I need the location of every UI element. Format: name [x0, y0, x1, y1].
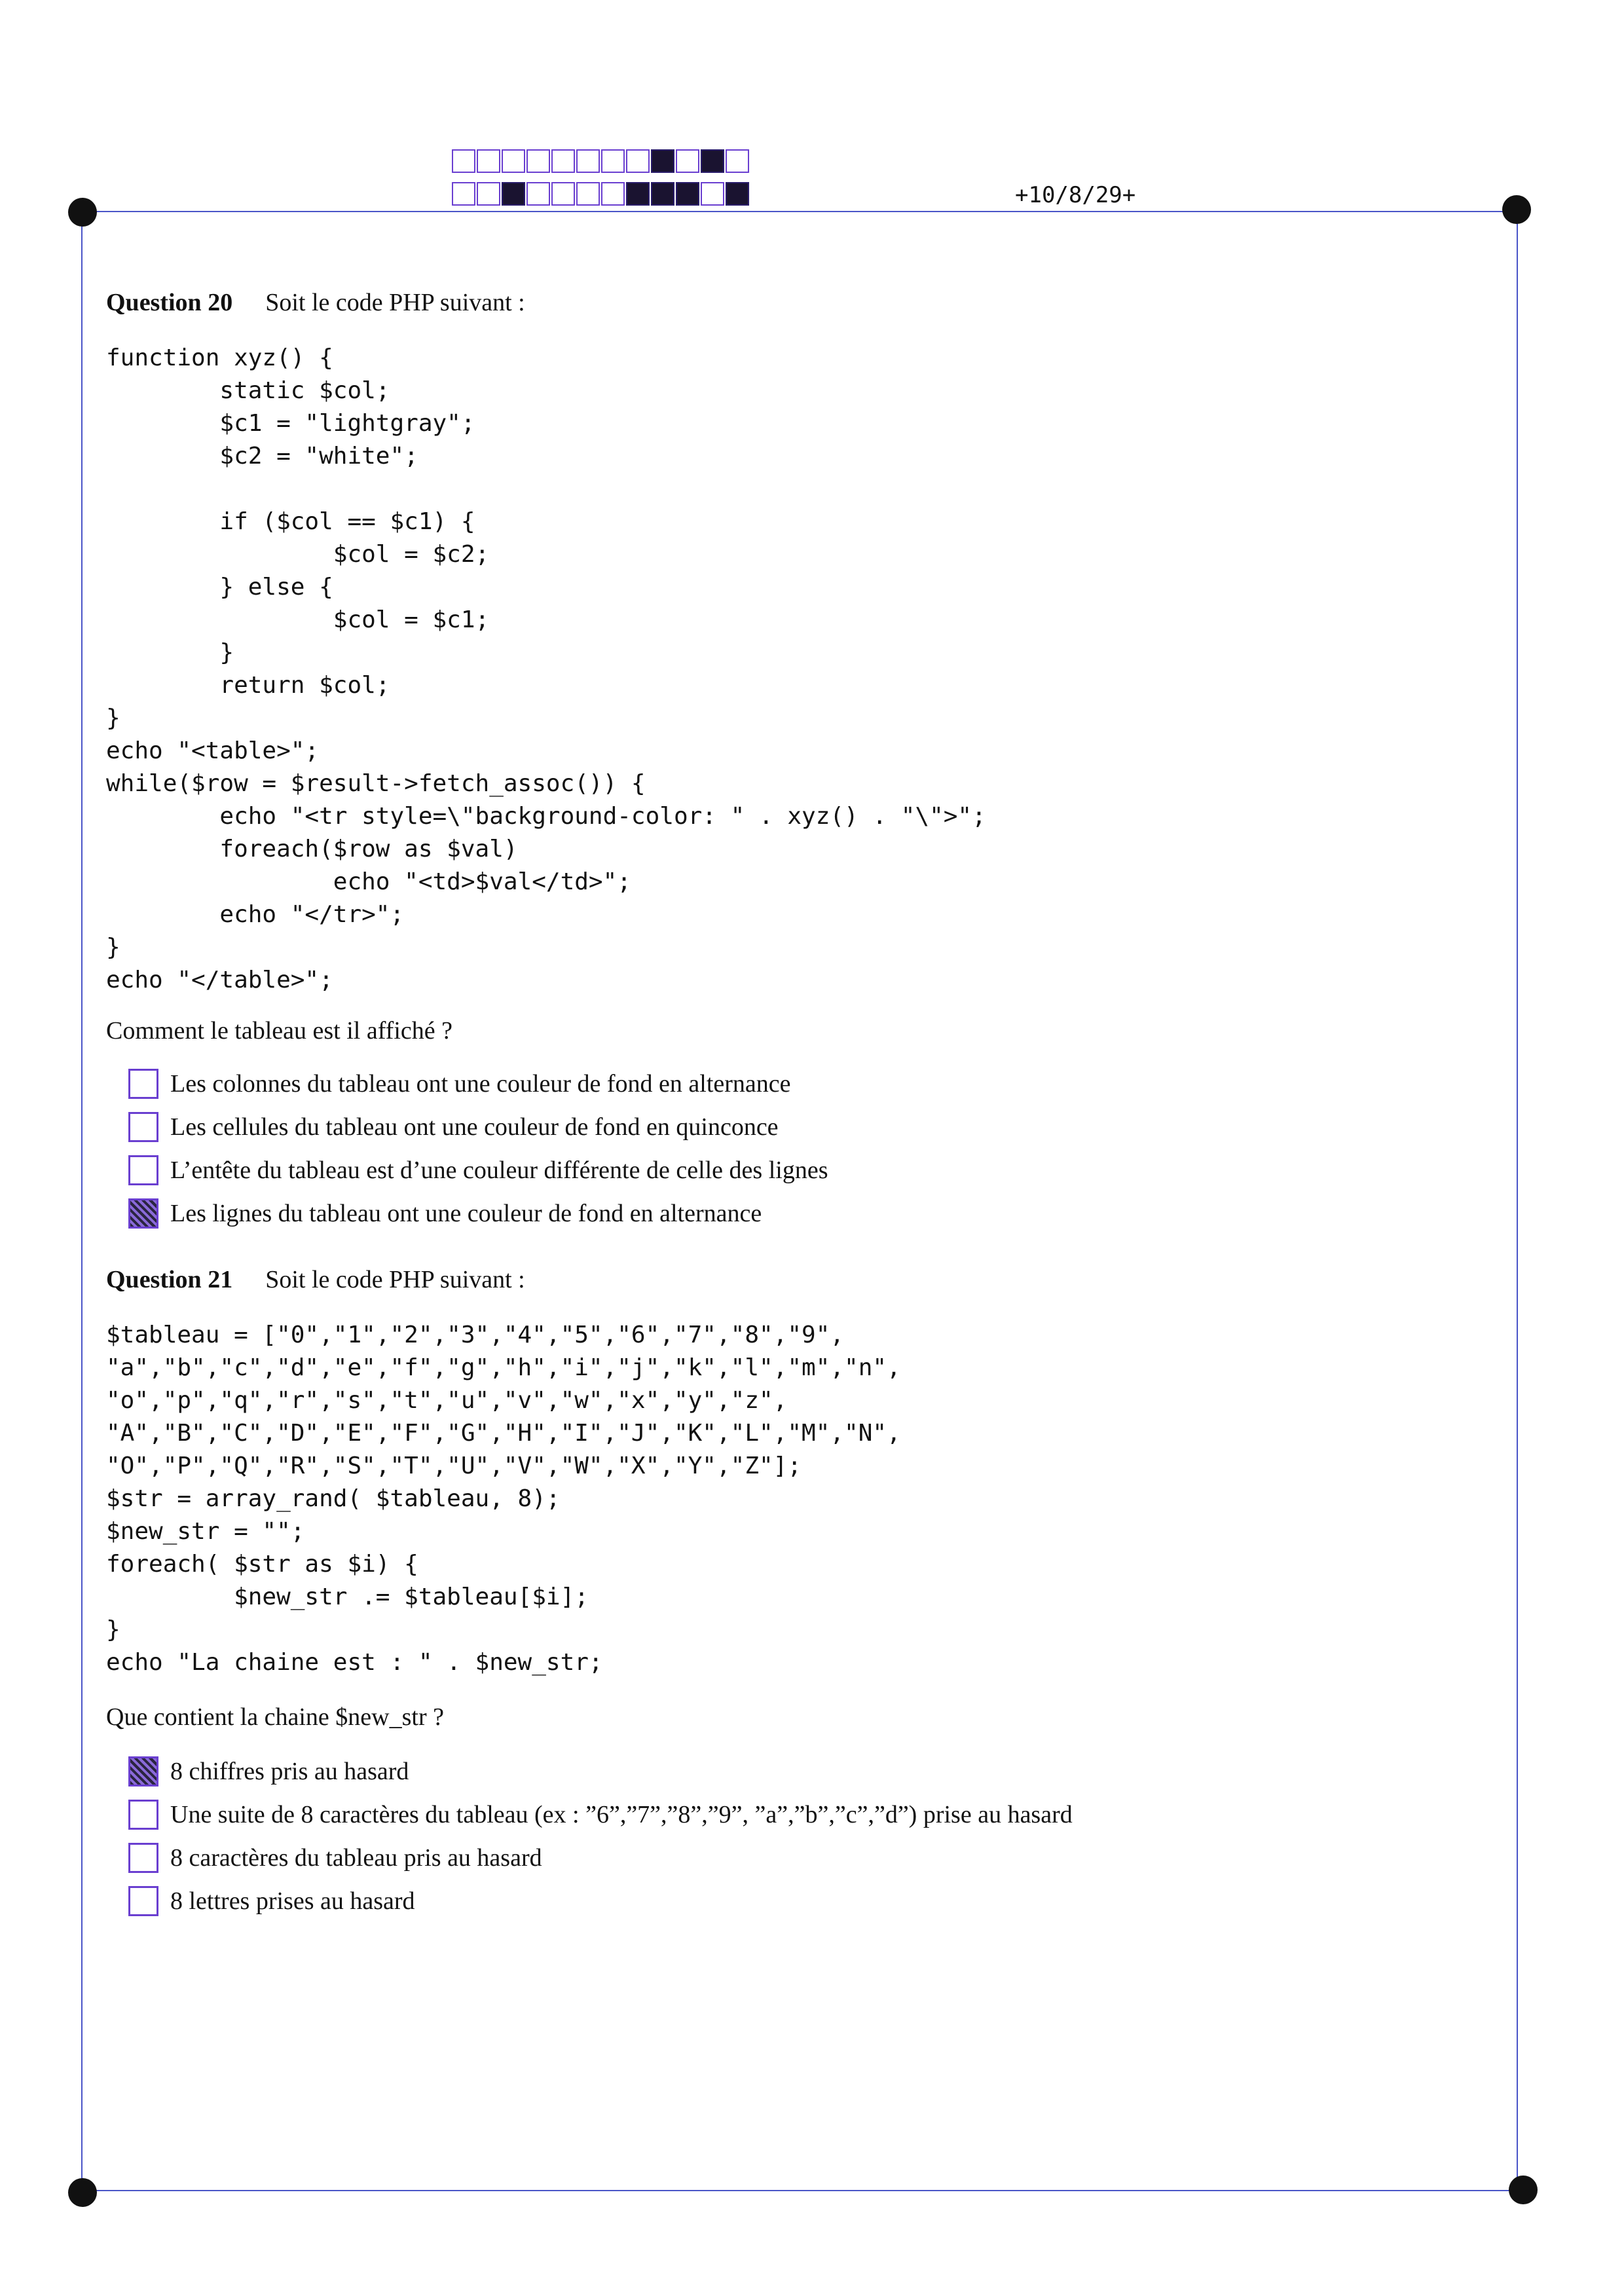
answer-option[interactable] [128, 1886, 415, 1916]
answer-option[interactable] [128, 1155, 828, 1185]
question-label: Question 20 [106, 289, 233, 316]
question-21-code: $tableau = ["0","1","2","3","4","5","6","7","8","9", "a","b","c","d","e","f","g","h","i","j","k","l","m","n", "o","p","q","r","s","t","u","v","w","x","y","z", "A","B","C","D","E","F","G","H","I","J","K","L","M","N", "O","P","Q","R","S","T","U","V","W","X","Y","Z"]; $str = array_rand( $tableau, 8); $new_str = ""; foreach( $str as $i) { $new_str .= $tableau[$i]; } echo "La chaine est : " . $new_str; [106, 1322, 901, 1676]
code-bar-cell [551, 149, 575, 173]
answer-label: 8 lettres prises au hasard [170, 1887, 415, 1915]
code-bar-cell [726, 149, 749, 173]
answer-label: 8 caractères du tableau pris au hasard [170, 1844, 542, 1872]
code-bar-cell [502, 182, 525, 206]
answer-checkbox[interactable] [128, 1155, 158, 1185]
code-bar-cell [726, 182, 749, 206]
answer-checkbox[interactable] [128, 1756, 158, 1787]
code-bar-cell [701, 182, 724, 206]
code-bar-cell [452, 182, 475, 206]
question-label: Question 21 [106, 1266, 233, 1293]
code-bar-cell [576, 182, 600, 206]
code-bar-cell [676, 182, 699, 206]
corner-marker-top-left [68, 198, 97, 227]
code-bar-cell [477, 182, 500, 206]
code-bar-cell [651, 182, 674, 206]
answer-checkbox[interactable] [128, 1886, 158, 1916]
frame-left-line [81, 211, 83, 2191]
answer-option[interactable] [128, 1800, 1073, 1830]
frame-right-line [1517, 211, 1518, 2191]
code-bar-cell [526, 149, 550, 173]
answer-label: Les cellules du tableau ont une couleur de fond en quinconce [170, 1113, 779, 1141]
code-bar-cell [526, 182, 550, 206]
answer-option[interactable] [128, 1756, 409, 1787]
answer-checkbox[interactable] [128, 1069, 158, 1099]
question-21-prompt: Que contient la chaine $new_str ? [106, 1703, 444, 1731]
answer-label: L’entête du tableau est d’une couleur différente de celle des lignes [170, 1157, 828, 1184]
code-bar-cell [676, 149, 699, 173]
question-21-heading [106, 1265, 525, 1294]
code-bar-cell [626, 182, 650, 206]
corner-marker-top-right [1502, 195, 1531, 224]
question-20-code: function xyz() { static $col; $c1 = "lightgray"; $c2 = "white"; if ($col == $c1) { $col = $c2; } else { $col = $c1; } return $col; } echo "<table>"; while($row = $result->fetch_assoc()) { echo "<tr style=\"background-color: " . xyz() . "\">"; foreach($row as $val) echo "<td>$val</td>"; echo "</tr>"; } echo "</table>"; [106, 344, 986, 993]
answer-checkbox[interactable] [128, 1112, 158, 1142]
answer-option[interactable] [128, 1198, 762, 1229]
page-code-bar-bottom [452, 182, 761, 207]
code-bar-cell [551, 182, 575, 206]
frame-top-line [83, 211, 1518, 212]
question-20-heading [106, 288, 525, 317]
code-bar-cell [502, 149, 525, 173]
answer-checkbox[interactable] [128, 1198, 158, 1229]
code-bar-cell [452, 149, 475, 173]
frame-bottom-line [83, 2190, 1523, 2191]
page-code-bar-top [452, 149, 761, 174]
answer-label: Une suite de 8 caractères du tableau (ex : ”6”,”7”,”8”,”9”, ”a”,”b”,”c”,”d”) prise au hasard [170, 1801, 1073, 1828]
answer-label: 8 chiffres pris au hasard [170, 1758, 409, 1785]
answer-label: Les lignes du tableau ont une couleur de fond en alternance [170, 1200, 762, 1227]
answer-option[interactable] [128, 1112, 779, 1142]
corner-marker-bottom-right [1509, 2176, 1538, 2204]
answer-option[interactable] [128, 1069, 791, 1099]
code-bar-cell [626, 149, 650, 173]
answer-option[interactable] [128, 1843, 542, 1873]
code-bar-cell [477, 149, 500, 173]
code-bar-cell [601, 149, 625, 173]
question-text: Soit le code PHP suivant : [265, 289, 525, 316]
answer-checkbox[interactable] [128, 1800, 158, 1830]
corner-marker-bottom-left [68, 2178, 97, 2207]
code-bar-cell [651, 149, 674, 173]
question-20-prompt: Comment le tableau est il affiché ? [106, 1017, 452, 1045]
code-bar-cell [576, 149, 600, 173]
page-id: +10/8/29+ [1015, 182, 1136, 208]
code-bar-cell [601, 182, 625, 206]
answer-label: Les colonnes du tableau ont une couleur de fond en alternance [170, 1070, 791, 1098]
code-bar-cell [701, 149, 724, 173]
question-text: Soit le code PHP suivant : [265, 1266, 525, 1293]
answer-checkbox[interactable] [128, 1843, 158, 1873]
